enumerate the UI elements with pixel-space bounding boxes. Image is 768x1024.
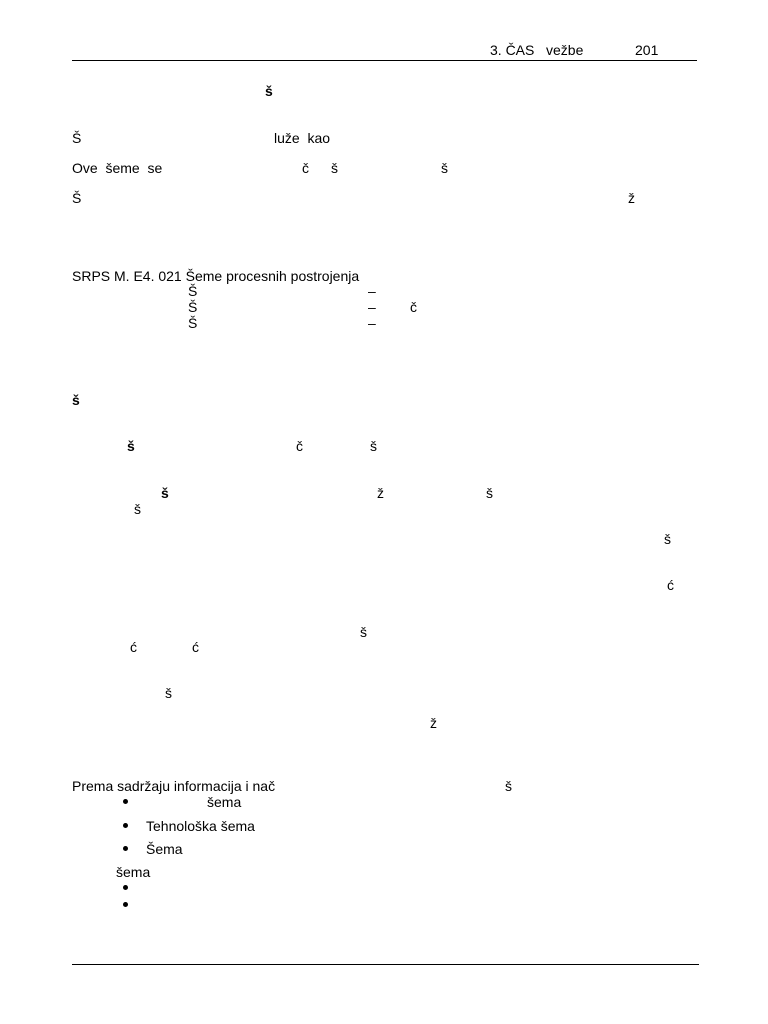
standard-item-extra: č	[410, 299, 417, 315]
section2-p7-a: ž	[430, 715, 437, 731]
intro-line1-a: Š	[72, 130, 82, 146]
list-item: Šema	[146, 841, 183, 857]
list-item: Tehnološka šema	[146, 818, 255, 834]
intro-line3-a: Š	[72, 190, 82, 206]
classification-intro-a: Prema sadržaju informacija i nač	[72, 778, 276, 794]
standard-title: SRPS M. E4. 021 Šeme procesnih postrojenja	[72, 268, 360, 284]
standard-item-mark: Š	[188, 315, 198, 331]
classification-sub-label: šema	[116, 864, 151, 880]
intro-line2-d: š	[441, 160, 448, 176]
section2-p4-a: ć	[667, 577, 674, 593]
page-number: 201	[635, 42, 659, 58]
intro-line1-b: luže kao	[274, 130, 331, 146]
footer-rule	[72, 964, 699, 965]
intro-line2-b: č	[302, 160, 309, 176]
section2-p1-a: š	[127, 438, 135, 454]
section2-p3-a: š	[664, 531, 671, 547]
section2-p2-c: š	[486, 485, 493, 501]
standard-item-mark: Š	[188, 299, 198, 315]
bullet-icon	[123, 799, 128, 804]
standard-item-dash: –	[368, 299, 376, 315]
section2-p1-c: š	[370, 438, 377, 454]
section2-heading: š	[72, 392, 80, 408]
section2-p6-a: š	[165, 685, 172, 701]
header-section: vežbe	[546, 42, 584, 58]
section2-p2-a: š	[161, 485, 169, 501]
section2-p2-b: ž	[377, 485, 384, 501]
intro-line2-a: Ove šeme se	[72, 160, 163, 176]
section2-p5-b: ć	[130, 639, 137, 655]
standard-item-mark: Š	[188, 283, 198, 299]
header-rule	[72, 60, 697, 61]
section2-p2-d: š	[134, 501, 141, 517]
standard-item-dash: –	[368, 315, 376, 331]
list-item: šema	[207, 794, 242, 810]
intro-line2-c: š	[331, 160, 338, 176]
page-heading: š	[265, 83, 273, 99]
intro-line3-b: ž	[628, 190, 635, 206]
section2-p5-a: š	[360, 624, 367, 640]
section2-p5-c: ć	[192, 639, 199, 655]
standard-item-dash: –	[368, 283, 376, 299]
bullet-icon	[123, 885, 128, 890]
header-chapter: 3. ČAS	[490, 42, 535, 58]
bullet-icon	[123, 823, 128, 828]
bullet-icon	[123, 846, 128, 851]
classification-intro-b: š	[505, 778, 512, 794]
section2-p1-b: č	[296, 438, 303, 454]
bullet-icon	[123, 902, 128, 907]
